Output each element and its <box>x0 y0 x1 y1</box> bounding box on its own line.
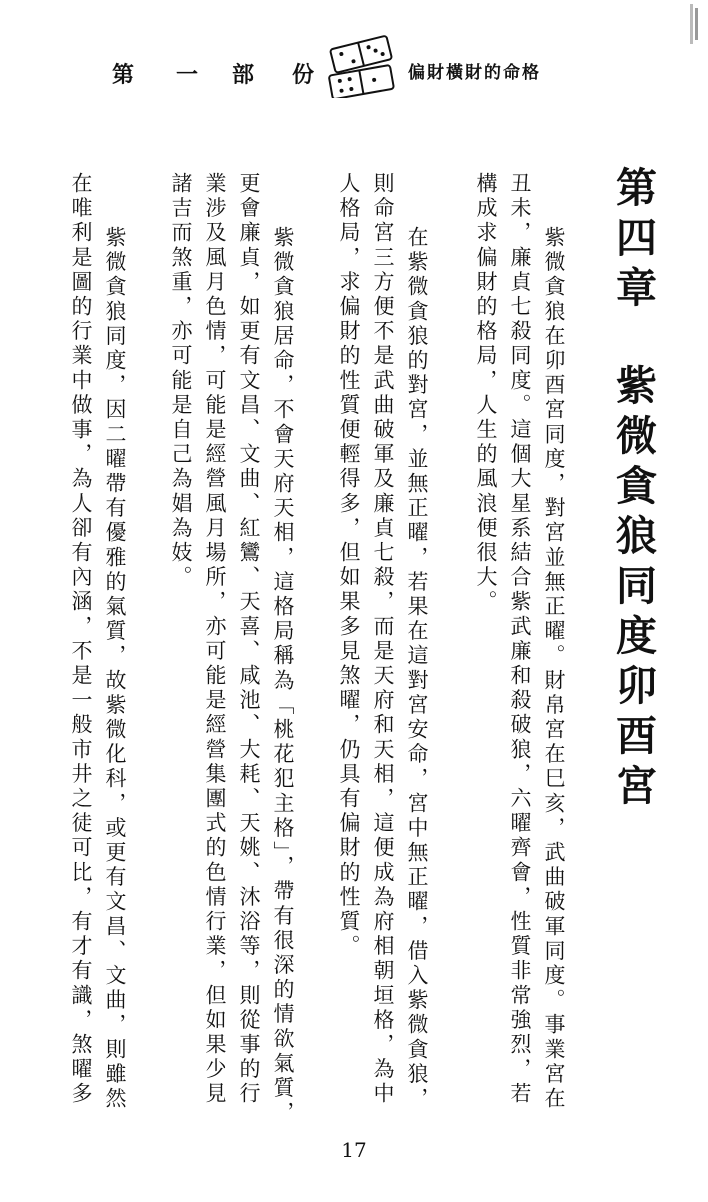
text-column: 紫微貪狼同度，因二曜帶有優雅的氣質，故紫微化科，或更有文昌、文曲，則雖然 <box>103 226 127 1112</box>
text-column: 諸吉而煞重，亦可能是自己為娼為妓。 <box>169 172 193 591</box>
header-part-char: 部 <box>232 63 255 88</box>
edge-mark <box>688 4 702 44</box>
chapter-title <box>610 166 656 814</box>
text-column: 業涉及風月色情，可能是經營風月場所，亦可能是經營集團式的色情行業，但如果少見 <box>203 172 227 1107</box>
page-number: 17 <box>341 1138 367 1162</box>
header-part-char: 一 <box>176 63 199 88</box>
text-column: 在唯利是圖的行業中做事，為人卻有內涵，不是一般市井之徒可比，有才有識，煞曜多 <box>69 172 93 1107</box>
text-column: 則命宮三方便不是武曲破軍及廉貞七殺，而是天府和天相，這便成為府相朝垣格，為中 <box>371 172 395 1107</box>
header-part-char: 第 <box>112 63 135 88</box>
header-subtitle: 偏財橫財的命格 <box>408 63 541 83</box>
text-column: 更會廉貞，如更有文昌、文曲、紅鸞、天喜、咸池、大耗、天姚、沐浴等，則從事的行 <box>237 172 261 1107</box>
chapter-heading: 紫微貪狼同度卯酉宮 <box>609 364 657 814</box>
running-header <box>0 34 708 114</box>
text-column: 在紫微貪狼的對宮，並無正曜，若果在這對宮安命，宮中無正曜，借入紫微貪狼， <box>405 226 429 1112</box>
header-part-char: 份 <box>292 63 315 88</box>
text-column: 紫微貪狼在卯酉宮同度，對宮並無正曜。財帛宮在巳亥，武曲破軍同度。事業宮在 <box>542 226 566 1112</box>
text-column: 丑未，廉貞七殺同度。這個大星系結合紫武廉和殺破狼，六曜齊會，性質非常強烈，若 <box>508 172 532 1107</box>
text-column: 構成求偏財的格局，人生的風浪便很大。 <box>474 172 498 615</box>
dominoes-icon <box>322 34 402 98</box>
text-column: 紫微貪狼居命，不會天府天相，這格局稱為「桃花犯主格」，帶有很深的情欲氣質， <box>271 226 295 1126</box>
chapter-number: 第四章 <box>609 166 657 316</box>
text-column: 人格局，求偏財的性質便輕得多，但如果多見煞曜，仍具有偏財的性質。 <box>337 172 361 960</box>
